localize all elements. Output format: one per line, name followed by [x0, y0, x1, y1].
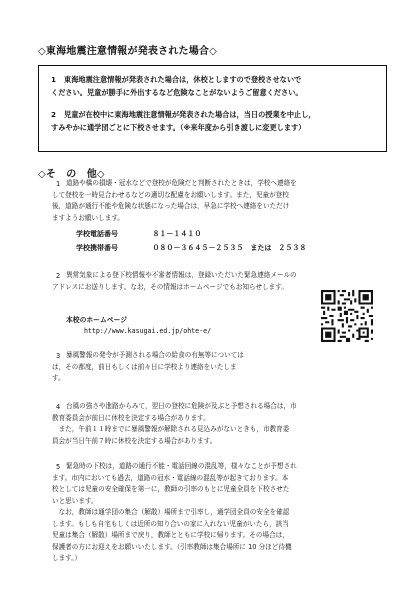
school-phone-number: ８１－１４１０ — [152, 230, 202, 238]
box-item-1-line-1: 東海地震注意情報が発表された場合は，休校としますので登校させないで — [64, 75, 302, 84]
item-4-line: また，午前１１時までに暴風警報が解除される見込みがないときも，市教育委 — [52, 425, 290, 433]
item-1-paragraph — [52, 178, 297, 224]
item-1-line: 道路や橋の損壊・冠水などで登校が危険だと判断されたときは，学校へ連絡を — [66, 179, 297, 187]
item-1-line: ますようお願いします。 — [52, 213, 125, 222]
heading-tokai-warning: ◇東海地震注意情報が発表された場合◇ — [38, 46, 217, 57]
item-4-number: 4 — [56, 403, 61, 411]
item-5-line: します。） — [52, 554, 82, 562]
item-5-line: ます。市内においても過去，道路の冠水・電話線の混乱等が起きております。本 — [52, 473, 289, 482]
item-5-line: 保護者の方にお迎えをお願いいたします。（引率教師は集合場所に 10 分ほど待機 — [52, 542, 292, 551]
item-5-line: 校としては児童の安全確保を第一に，教師の引率のもとに児童全員を下校させた — [52, 485, 290, 493]
homepage-label: 本校のホームページ — [66, 316, 128, 324]
tokai-warning-box — [38, 65, 387, 152]
qr-code — [321, 290, 373, 342]
school-mobile-number: ０８０－３６４５－２５３５ または ２５３８ — [152, 244, 307, 252]
item-5-line: なお，教師は通学団の集合（解散）場所まで引率し，通学団全員の安全を確認 — [52, 508, 290, 516]
school-mobile-row — [76, 243, 306, 253]
item-4-line: 台風の強さや進路からみて，翌日の登校に危険が及ぶと予想される場合は，市 — [66, 402, 297, 410]
item-3-line: 暴風警報の発令が予測される場合の給食の有無等については — [66, 351, 244, 359]
box-item-2-line-2: すみやかに通学団ごとに下校させます。（※来年度から引き渡しに変更します） — [51, 123, 306, 132]
item-2-paragraph — [52, 270, 297, 293]
item-5-line: 児童は集合（解散）場所まで戻り，教師とともに学校に帰ります。その場合は， — [52, 531, 289, 539]
item-1-line: 後，道路が通行不能や危険な状態になった場合は，早急に学校へ連絡をいただけ — [52, 202, 290, 210]
item-5-paragraph — [52, 461, 297, 565]
school-phone-row — [76, 229, 201, 239]
item-5-line: します。もしも自宅もしくは近所の知り合いの家に入れない児童がいたら，該当 — [52, 519, 289, 528]
box-item-2-number: 2 — [51, 110, 57, 119]
item-5-line: 緊急時の下校は，道路の通行不能・電話回線の混乱等，様々なことが予想され — [66, 462, 297, 470]
item-5-line: いと思います。 — [52, 496, 98, 505]
item-3-line: す。 — [52, 374, 65, 382]
item-2-line: 異常気象による登下校情報や不審者情報は，登録いただいた緊急連絡メールの — [66, 271, 297, 279]
school-phone-label: 学校電話番号 — [76, 230, 118, 238]
box-item-2-line-1: 児童が在校中に東海地震注意情報が発表された場合は，当日の授業を中止し， — [64, 110, 316, 119]
item-4-paragraph — [52, 401, 297, 447]
box-item-1-number: 1 — [51, 75, 57, 84]
item-2-number: 2 — [56, 272, 61, 280]
item-5-number: 5 — [56, 463, 61, 471]
item-4-line: 教育委員会が前日に休校を決定する場合があります。 — [52, 413, 210, 422]
heading-other: ◇そ の 他◇ — [38, 169, 105, 180]
item-3-line: は，その都度，前日もしくは前々日に学校より連絡をいたしま — [52, 362, 237, 371]
item-1-line: して登校を一時見合わせるなどの適切な配慮をお願いします。また，児童が登校 — [52, 190, 289, 199]
item-2-line: アドレスにお送りします。なお，その情報はホームページでもお知らせします。 — [52, 282, 288, 291]
homepage-url[interactable]: http://www.kasugai.ed.jp/ohte-e/ — [84, 327, 212, 335]
item-1-number: 1 — [56, 180, 61, 188]
school-mobile-label: 学校携帯番号 — [76, 244, 118, 252]
item-4-line: 員会が当日午前７時に休校を決定する場合があります。 — [52, 436, 217, 445]
item-3-paragraph — [52, 350, 244, 385]
item-3-number: 3 — [56, 352, 61, 360]
box-item-1-line-2: ください。児童が勝手に外出するなど危険なことがないようご留意ください。 — [51, 88, 303, 97]
